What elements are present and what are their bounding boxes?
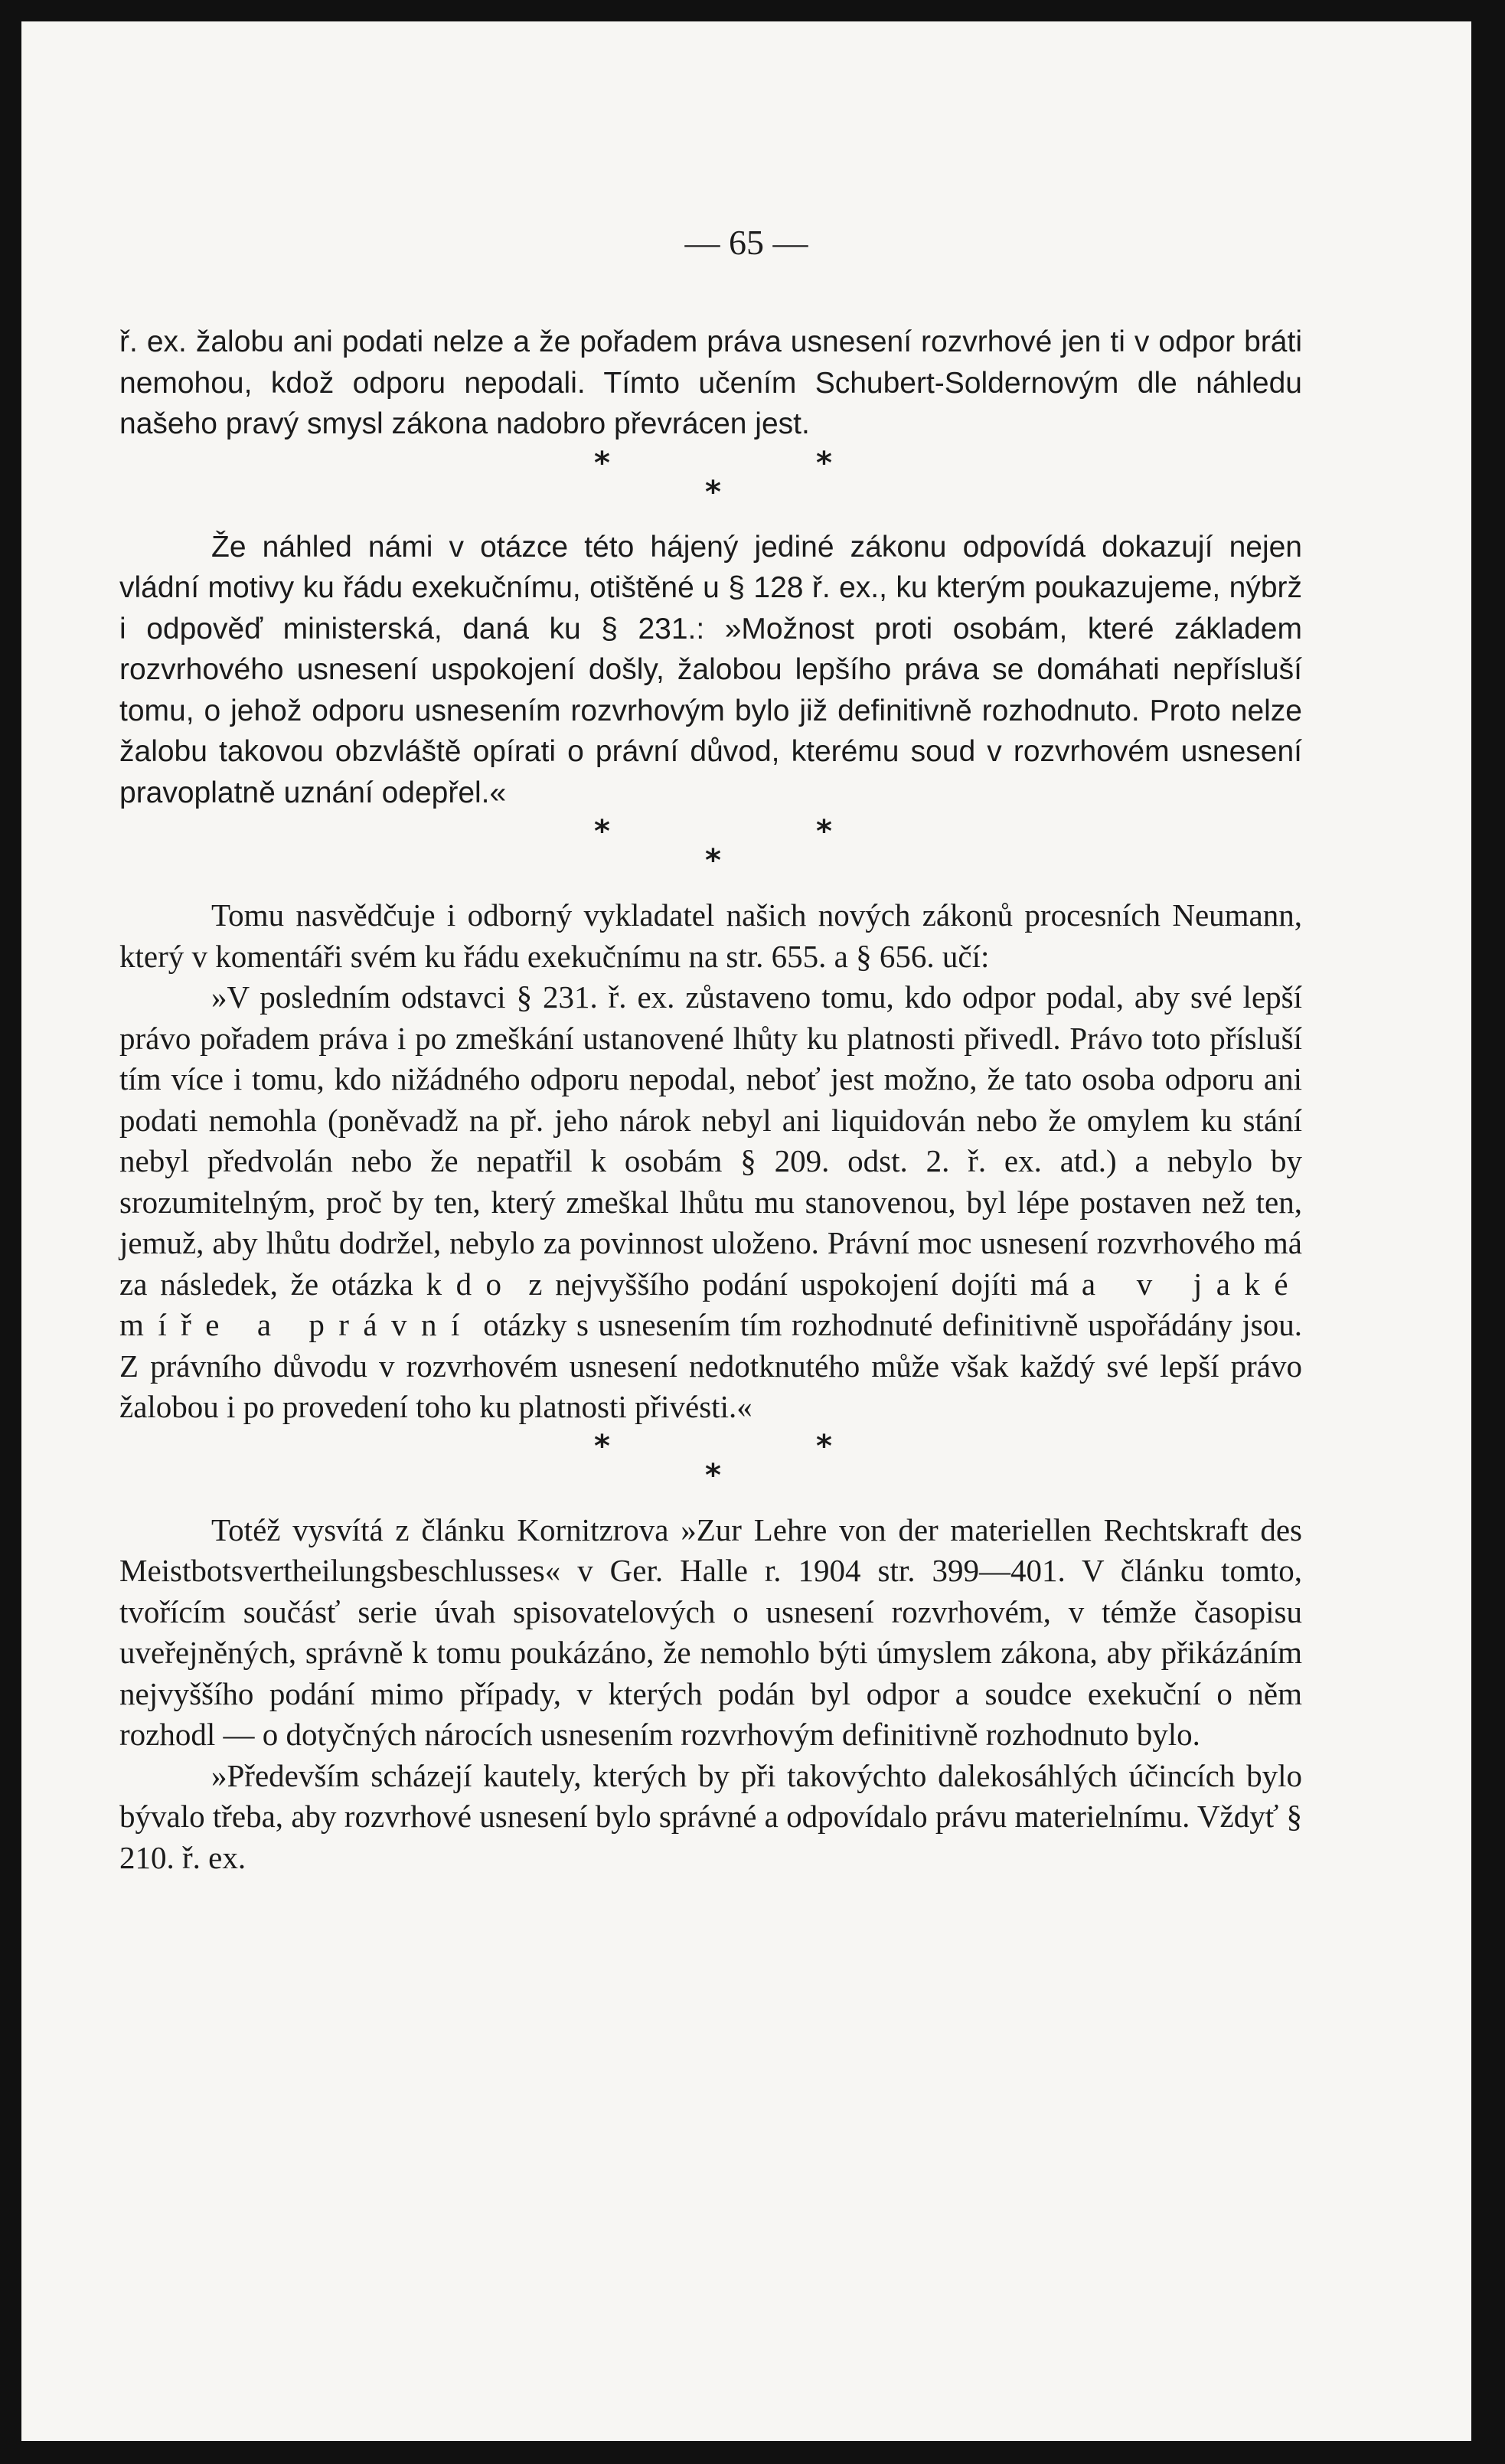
- separator-asterisk: *: [816, 445, 832, 481]
- paragraph-3: Tomu nasvědčuje i odborný vykladatel našich nových zákonů procesních Neumann, který v komentáři svém ku řádu exekučnímu na str. 655. a § 656. učí:: [119, 897, 1302, 974]
- paragraph-5: Totéž vysvítá z článku Kornitzrova »Zur Lehre von der materiellen Rechtskraft des Meistbotsvertheilungsbeschlusses« v Ger. Halle r. 1904 str. 399—401. V článku tomto, tvořícím součásť serie úvah spisovatelových o usnesení rozvrhovém, v témže časopisu uveřejněných, správně k tomu poukázáno, že nemohlo býti úmyslem zákona, aby přikázáním nejvyššího podání mimo případy, v kterých podán byl odpor a soudce exekuční o něm rozhodl — o dotyčných nárocích usnesením rozvrhovým definitivně rozhodnuto bylo.: [119, 1511, 1302, 1752]
- spaced-emphasis: kdo: [426, 1266, 516, 1302]
- section-separator-2: [119, 813, 1302, 895]
- separator-asterisk: *: [816, 1428, 832, 1464]
- paragraph-6: »Především scházejí kautely, kterých by při takovýchto dalekosáhlých účincích bylo bývalo třeba, aby rozvrhové usnesení bylo správné a odpovídalo právu materielnímu. Vždyť § 210. ř. ex.: [119, 1757, 1302, 1875]
- separator-asterisk: *: [816, 814, 832, 849]
- separator-asterisk: *: [705, 843, 721, 878]
- paragraph-2: [119, 527, 1302, 814]
- spaced-emphasis: a v jaké míře a právní: [119, 1266, 1302, 1342]
- section-separator-1: [119, 445, 1302, 527]
- page-body: [119, 322, 1302, 1878]
- separator-asterisk: *: [594, 814, 610, 849]
- ministerial-quote: »Možnost proti osobám, které základem rozvrhového usnesení uspokojení došly, žalobou lepšího práva se domáhati nepřísluší tomu, o jehož odporu usnesením rozvrhovým bylo již definitivně rozhodnuto. Proto nelze žalobu takovou obzvláště opírati o právní důvod, kterému soud v rozvrhovém usnesení pravoplatně uznání odepřel.«: [119, 612, 1302, 809]
- page-number: — 65 —: [684, 223, 808, 262]
- paragraph-2-text: Že náhled námi v otázce této hájený jediné zákonu odpovídá dokazují nejen vládní motivy ku řádu exekučnímu, otištěné u § 128 ř. ex., ku kterým poukazujeme, nýbrž i odpověď ministerská, daná ku § 231.:: [119, 530, 1302, 645]
- section-separator-3: [119, 1428, 1302, 1510]
- book-page: [21, 21, 1471, 2441]
- quote-text: z nejvyššího podání uspokojení dojíti má: [515, 1266, 1082, 1302]
- separator-asterisk: *: [705, 1457, 721, 1493]
- quote-text: otázky s usnesením tím rozhodnuté definitivně uspořádány jsou. Z právního důvodu v rozvrhovém usnesení nedotknutého může však každý své lepší právo žalobou i po provedení toho ku platnosti přivésti.«: [119, 1307, 1302, 1424]
- separator-asterisk: *: [705, 474, 721, 510]
- quote-text: »V posledním odstavci § 231. ř. ex. zůstaveno tomu, kdo odpor podal, aby své lepší právo pořadem práva i po zmeškání ustanovené lhůty ku platnosti přivedl. Právo toto přísluší tím více i tomu, kdo nižádného odporu nepodal, neboť jest možno, že tato osoba odporu ani podati nemohla (poněvadž na př. jeho nárok nebyl ani liquidován nebo že omylem ku stání nebyl předvolán nebo že nepatřil k osobám § 209. odst. 2. ř. ex. atd.) a nebylo by srozumitelným, proč by ten, který zmeškal lhůtu mu stanovenou, byl lépe postaven než ten, jemuž, aby lhůtu dodržel, nebylo za povinnost uloženo. Právní moc usnesení rozvrhového má za následek, že otázka: [119, 979, 1302, 1302]
- separator-asterisk: *: [594, 445, 610, 481]
- paragraph-4-quote: [119, 977, 1302, 1428]
- separator-asterisk: *: [594, 1428, 610, 1464]
- paragraph-1: ř. ex. žalobu ani podati nelze a že pořadem práva usnesení rozvrhové jen ti v odpor bráti nemohou, kdož odporu nepodali. Tímto učením Schubert-Soldernovým dle náhledu našeho pravý smysl zákona nadobro převrácen jest.: [119, 325, 1302, 440]
